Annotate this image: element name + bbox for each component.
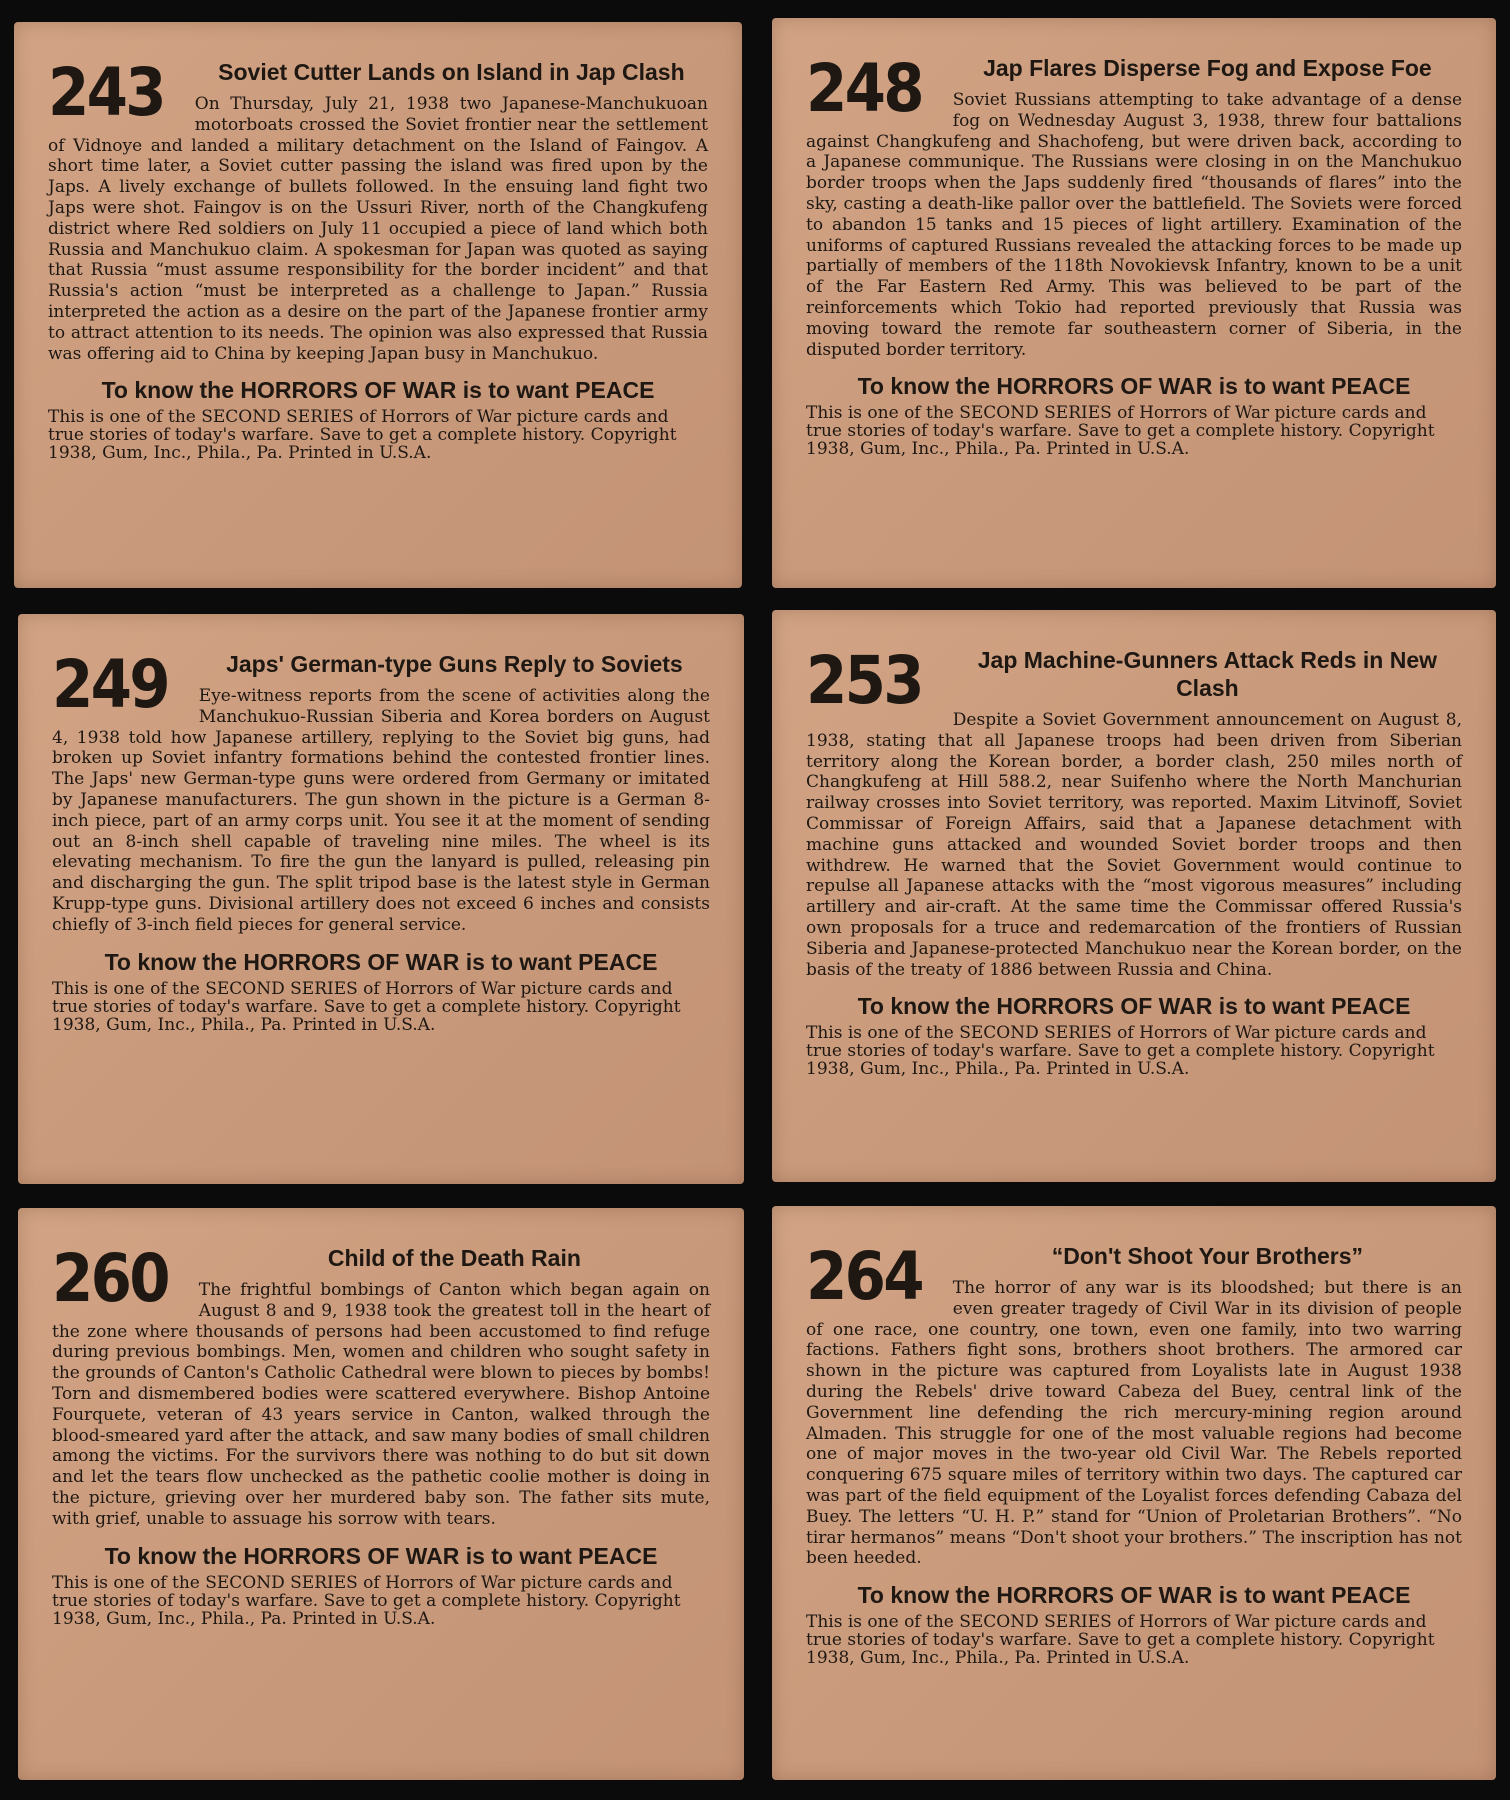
card-footer: This is one of the SECOND SERIES of Horrors of War picture cards and true stories of today's warfare. Save to get a complete history. Copyright 1938, Gum, Inc., Phila., Pa. Printed in U.S.A. bbox=[52, 978, 681, 1035]
card-title: “Don't Shoot Your Brothers” bbox=[1051, 1243, 1364, 1269]
card-title: Child of the Death Rain bbox=[327, 1245, 581, 1271]
card-number: 249 bbox=[52, 646, 168, 723]
card-260 bbox=[18, 1208, 744, 1780]
card-number: 243 bbox=[48, 54, 164, 131]
card-number: 248 bbox=[806, 50, 922, 127]
card-253 bbox=[772, 610, 1496, 1182]
card-title: Soviet Cutter Lands on Island in Jap Clash bbox=[218, 59, 685, 85]
card-title: Jap Flares Disperse Fog and Expose Foe bbox=[983, 55, 1432, 81]
card-footer: This is one of the SECOND SERIES of Horrors of War picture cards and true stories of today's warfare. Save to get a complete history. Copyright 1938, Gum, Inc., Phila., Pa. Printed in U.S.A. bbox=[806, 1612, 1435, 1669]
card-footer: This is one of the SECOND SERIES of Horrors of War picture cards and true stories of today's warfare. Save to get a complete history. Copyright 1938, Gum, Inc., Phila., Pa. Printed in U.S.A. bbox=[52, 1572, 681, 1629]
card-number: 264 bbox=[806, 1238, 922, 1315]
card-number: 260 bbox=[52, 1240, 168, 1317]
card-story: Despite a Soviet Government announcement on August 8, 1938, stating that all Japanese troops had been driven from Siberian territory along the Korean border, a border clash, 250 miles north of Changkufeng at Hill 588.2, near Suifenho where the North Manchurian railway crosses into Soviet territory, was reported. Maxim Litvinoff, Soviet Commissar of Foreign Affairs, said that a Japanese detachment with machine guns attacked and wounded Soviet border troops and then withdrew. He warned that the Soviet Government would continue to repulse all Japanese attacks with the “most vigorous measures” including artillery and air-craft. At the same time the Commissar offered Russia's own proposals for a truce and redemarcation of the frontiers of Russian Siberia and Japanese-protected Manchukuo near the Korean border, on the basis of the treaty of 1886 between Russia and China. bbox=[806, 710, 1462, 980]
card-story: Eye-witness reports from the scene of activities along the Manchukuo-Russian Siberia and Korea borders on August 4, 1938 told how Japanese artillery, replying to the Soviet big guns, had broken up Soviet infantry formations behind the contested frontier lines. The Japs' new German-type guns were ordered from Germany or imitated by Japanese manufacturers. The gun shown in the picture is a German 8-inch piece, part of an army corps unit. You see it at the moment of sending out an 8-inch shell capable of traveling nine miles. The wheel is its elevating mechanism. To fire the gun the lanyard is pulled, releasing pin and discharging the gun. The split tripod base is the latest style in German Krupp-type guns. Divisional artillery does not exceed 6 inches and consists chiefly of 3-inch field pieces for general service. bbox=[52, 686, 710, 935]
card-slogan: To know the HORRORS OF WAR is to want PEACE bbox=[857, 373, 1411, 400]
card-243 bbox=[14, 22, 742, 588]
card-249 bbox=[18, 614, 744, 1184]
card-number: 253 bbox=[806, 642, 922, 719]
card-story: The horror of any war is its bloodshed; but there is an even greater tragedy of Civil War in its division of people of one race, one country, one town, even one family, into two warring factions. Fathers fight sons, brothers shoot brothers. The armored car shown in the picture was captured from Loyalists late in August 1938 during the Rebels' drive toward Cabeza del Buey, central link of the Government line defending the rich mercury-mining region around Almaden. This struggle for one of the most valuable regions had become one of major moves in the two-year old Civil War. The Rebels reported conquering 675 square miles of territory within two days. The captured car was part of the field equipment of the Loyalist forces defending Cabaza del Buey. The letters “U. H. P.” stand for “Union of Proletarian Brothers”. “No tirar hermanos” means “Don't shoot your brothers.” The inscription has not been heeded. bbox=[806, 1278, 1462, 1569]
card-264 bbox=[772, 1206, 1496, 1780]
card-footer: This is one of the SECOND SERIES of Horrors of War picture cards and true stories of today's warfare. Save to get a complete history. Copyright 1938, Gum, Inc., Phila., Pa. Printed in U.S.A. bbox=[48, 407, 677, 464]
card-slogan: To know the HORRORS OF WAR is to want PEACE bbox=[104, 948, 658, 975]
card-248 bbox=[772, 18, 1496, 588]
card-footer: This is one of the SECOND SERIES of Horrors of War picture cards and true stories of today's warfare. Save to get a complete history. Copyright 1938, Gum, Inc., Phila., Pa. Printed in U.S.A. bbox=[806, 403, 1435, 460]
card-story: On Thursday, July 21, 1938 two Japanese-Manchukuoan motorboats crossed the Soviet frontier near the settlement of Vidnoye and landed a military detachment on the Island of Faingov. A short time later, a Soviet cutter passing the island was fired upon by the Japs. A lively exchange of bullets followed. In the ensuing land fight two Japs were shot. Faingov is on the Ussuri River, north of the Changkufeng district where Red soldiers on July 11 occupied a piece of land which both Russia and Manchukuo claim. A spokesman for Japan was quoted as saying that Russia “must assume responsibility for the border incident” and that Russia's action “must be interpreted as a challenge to Japan.” Russia interpreted the action as a desire on the part of the Japanese frontier army to attract attention to its needs. The opinion was also expressed that Russia was offering aid to China by keeping Japan busy in Manchukuo. bbox=[48, 94, 708, 364]
card-story: The frightful bombings of Canton which began again on August 8 and 9, 1938 took the greatest toll in the heart of the zone where thousands of persons had been accustomed to find refuge during previous bombings. Men, women and children who sought safety in the grounds of Canton's Catholic Cathedral were blown to pieces by bombs! Torn and dismembered bodies were scattered everywhere. Bishop Antoine Fourquete, veteran of 43 years service in Canton, walked through the blood-smeared yard after the attack, and saw many bodies of small children among the victims. For the survivors there was nothing to do but sit down and let the tears flow unchecked as the pathetic coolie mother is doing in the picture, grieving over her murdered baby son. The father sits mute, with grief, unable to assuage his sorrow with tears. bbox=[52, 1280, 710, 1529]
card-slogan: To know the HORRORS OF WAR is to want PEACE bbox=[101, 377, 655, 404]
card-title: Japs' German-type Guns Reply to Soviets bbox=[226, 651, 683, 677]
card-title: Jap Machine-Gunners Attack Reds in New Clash bbox=[977, 647, 1438, 701]
card-footer: This is one of the SECOND SERIES of Horrors of War picture cards and true stories of today's warfare. Save to get a complete history. Copyright 1938, Gum, Inc., Phila., Pa. Printed in U.S.A. bbox=[806, 1023, 1435, 1080]
card-slogan: To know the HORRORS OF WAR is to want PEACE bbox=[857, 993, 1411, 1020]
card-slogan: To know the HORRORS OF WAR is to want PEACE bbox=[857, 1582, 1411, 1609]
card-story: Soviet Russians attempting to take advantage of a dense fog on Wednesday August 3, 1938, threw four battalions against Changkufeng and Shachofeng, but were driven back, according to a Japanese communique. The Russians were closing in on the Manchukuo border troops when the Japs suddenly fired “thousands of flares” into the sky, casting a death-like pallor over the battlefield. The Soviets were forced to abandon 15 tanks and 15 pieces of light artillery. Examination of the uniforms of captured Russians revealed the attacking forces to be made up partially of members of the 118th Novokievsk Infantry, known to be a unit of the Far Eastern Red Army. This was believed to be part of the reinforcements which Tokio had reported previously that Russia was moving toward the remote far southeastern corner of Siberia, in the disputed border territory. bbox=[806, 90, 1462, 360]
card-slogan: To know the HORRORS OF WAR is to want PEACE bbox=[104, 1542, 658, 1569]
